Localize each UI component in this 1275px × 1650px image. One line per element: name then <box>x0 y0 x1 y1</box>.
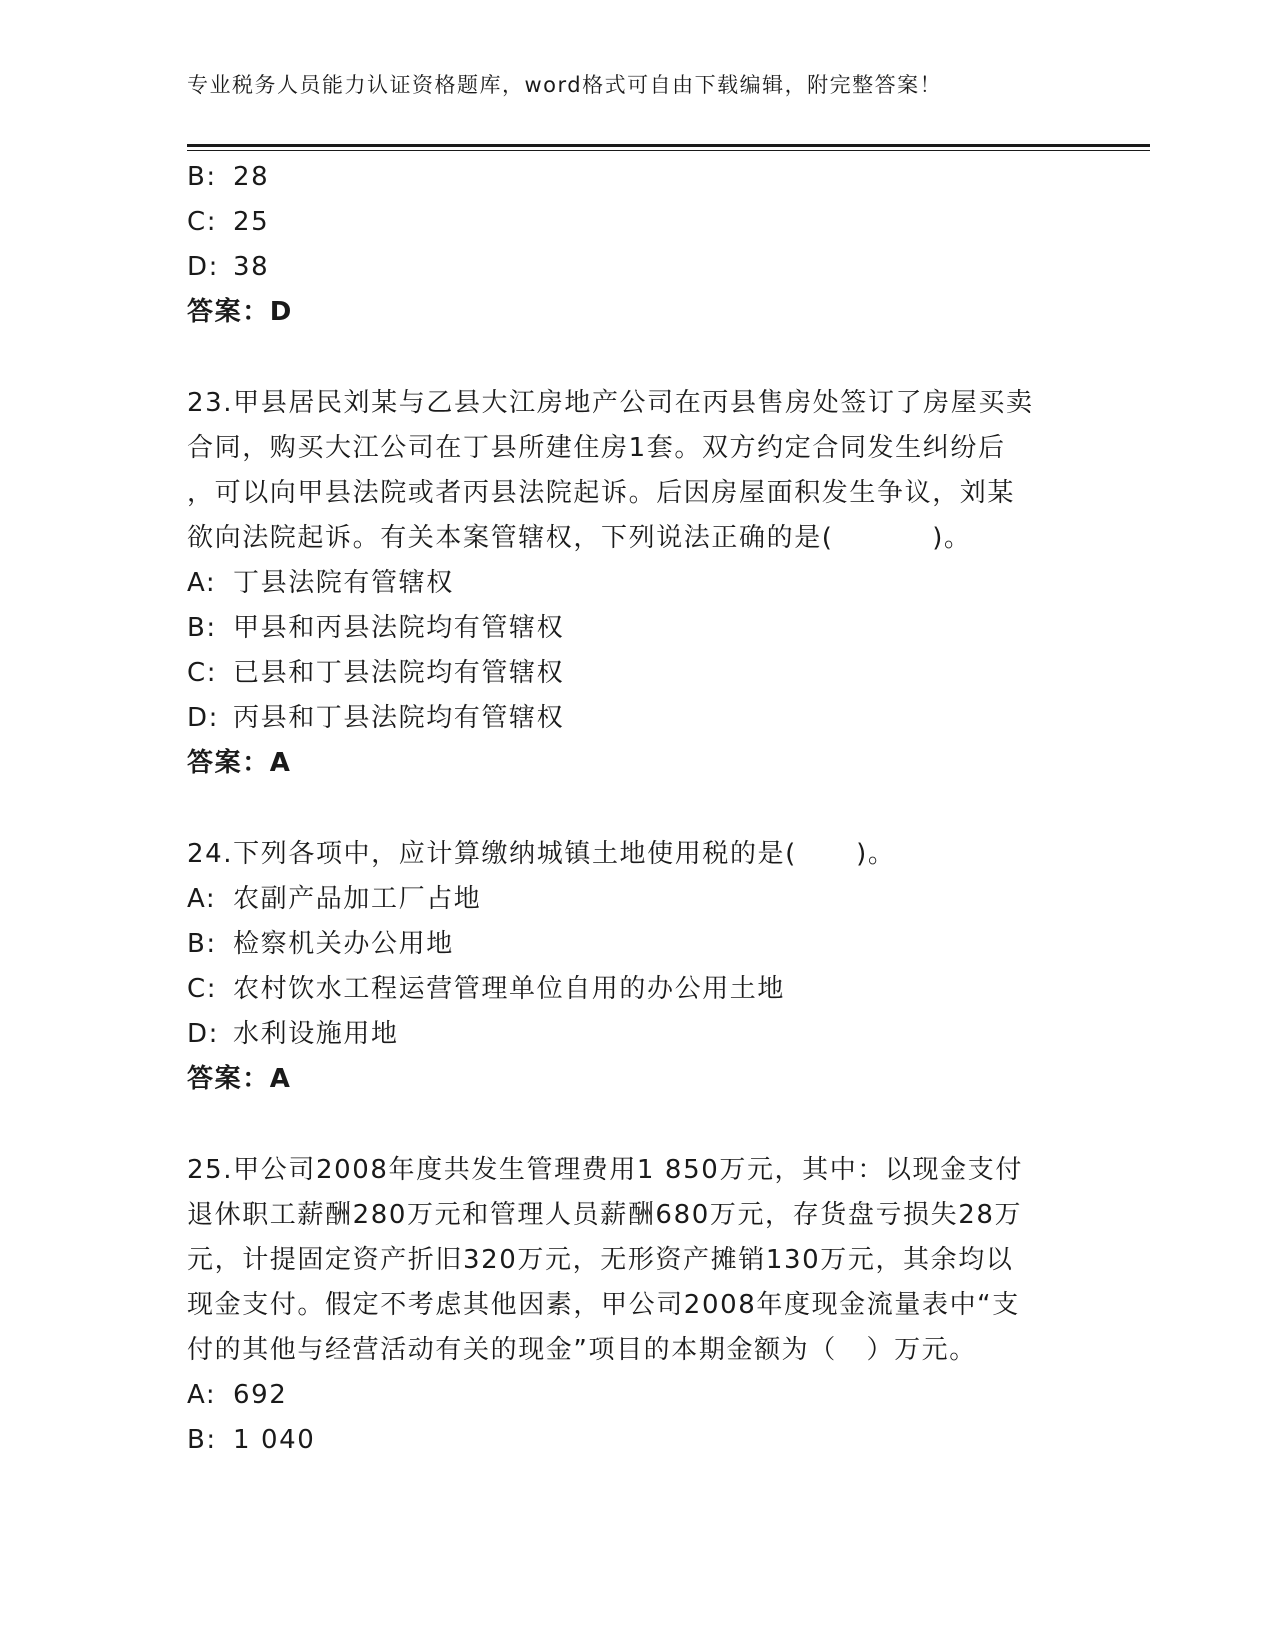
answer: 答案：D <box>187 297 293 327</box>
question-stem-line: 25.甲公司2008年度共发生管理费用1 850万元，其中：以现金支付 <box>187 1155 1023 1185</box>
question-23 <box>187 381 1067 786</box>
question-stem-line: 24.下列各项中，应计算缴纳城镇土地使用税的是( )。 <box>187 839 896 869</box>
question-stem-line: 合同，购买大江公司在丁县所建住房1套。双方约定合同发生纠纷后 <box>187 433 1006 463</box>
option-a: A: 农副产品加工厂占地 <box>187 884 482 914</box>
document-body <box>187 155 1067 1463</box>
question-25 <box>187 1148 1067 1463</box>
answer: 答案：A <box>187 748 292 778</box>
option-a: A: 丁县法院有管辖权 <box>187 568 454 598</box>
option-d: D: 38 <box>187 252 270 282</box>
option-b: B: 28 <box>187 162 270 192</box>
question-stem-line: 付的其他与经营活动有关的现金”项目的本期金额为（ ）万元。 <box>187 1335 977 1365</box>
option-b: B: 1 040 <box>187 1425 316 1455</box>
option-a: A: 692 <box>187 1380 288 1410</box>
header-divider <box>187 144 1150 147</box>
question-stem-line: ，可以向甲县法院或者丙县法院起诉。后因房屋面积发生争议，刘某 <box>187 478 1016 508</box>
question-stem-line: 元，计提固定资产折旧320万元，无形资产摊销130万元，其余均以 <box>187 1245 1014 1275</box>
question-stem-line: 现金支付。假定不考虑其他因素，甲公司2008年度现金流量表中“支 <box>187 1290 1020 1320</box>
option-c: C: 已县和丁县法院均有管辖权 <box>187 658 565 688</box>
prev-question-options <box>187 155 1067 335</box>
answer: 答案：A <box>187 1064 292 1094</box>
question-stem-line: 23.甲县居民刘某与乙县大江房地产公司在丙县售房处签订了房屋买卖 <box>187 388 1034 418</box>
option-c: C: 25 <box>187 207 270 237</box>
option-c: C: 农村饮水工程运营管理单位自用的办公用土地 <box>187 974 786 1004</box>
option-d: D: 水利设施用地 <box>187 1019 399 1049</box>
option-b: B: 甲县和丙县法院均有管辖权 <box>187 613 565 643</box>
question-stem-line: 欲向法院起诉。有关本案管辖权，下列说法正确的是( )。 <box>187 523 972 553</box>
question-24 <box>187 832 1067 1102</box>
page-header: 专业税务人员能力认证资格题库，word格式可自由下载编辑，附完整答案！ <box>187 73 943 97</box>
option-d: D: 丙县和丁县法院均有管辖权 <box>187 703 565 733</box>
question-stem-line: 退休职工薪酬280万元和管理人员薪酬680万元，存货盘亏损失28万 <box>187 1200 1023 1230</box>
option-b: B: 检察机关办公用地 <box>187 929 454 959</box>
